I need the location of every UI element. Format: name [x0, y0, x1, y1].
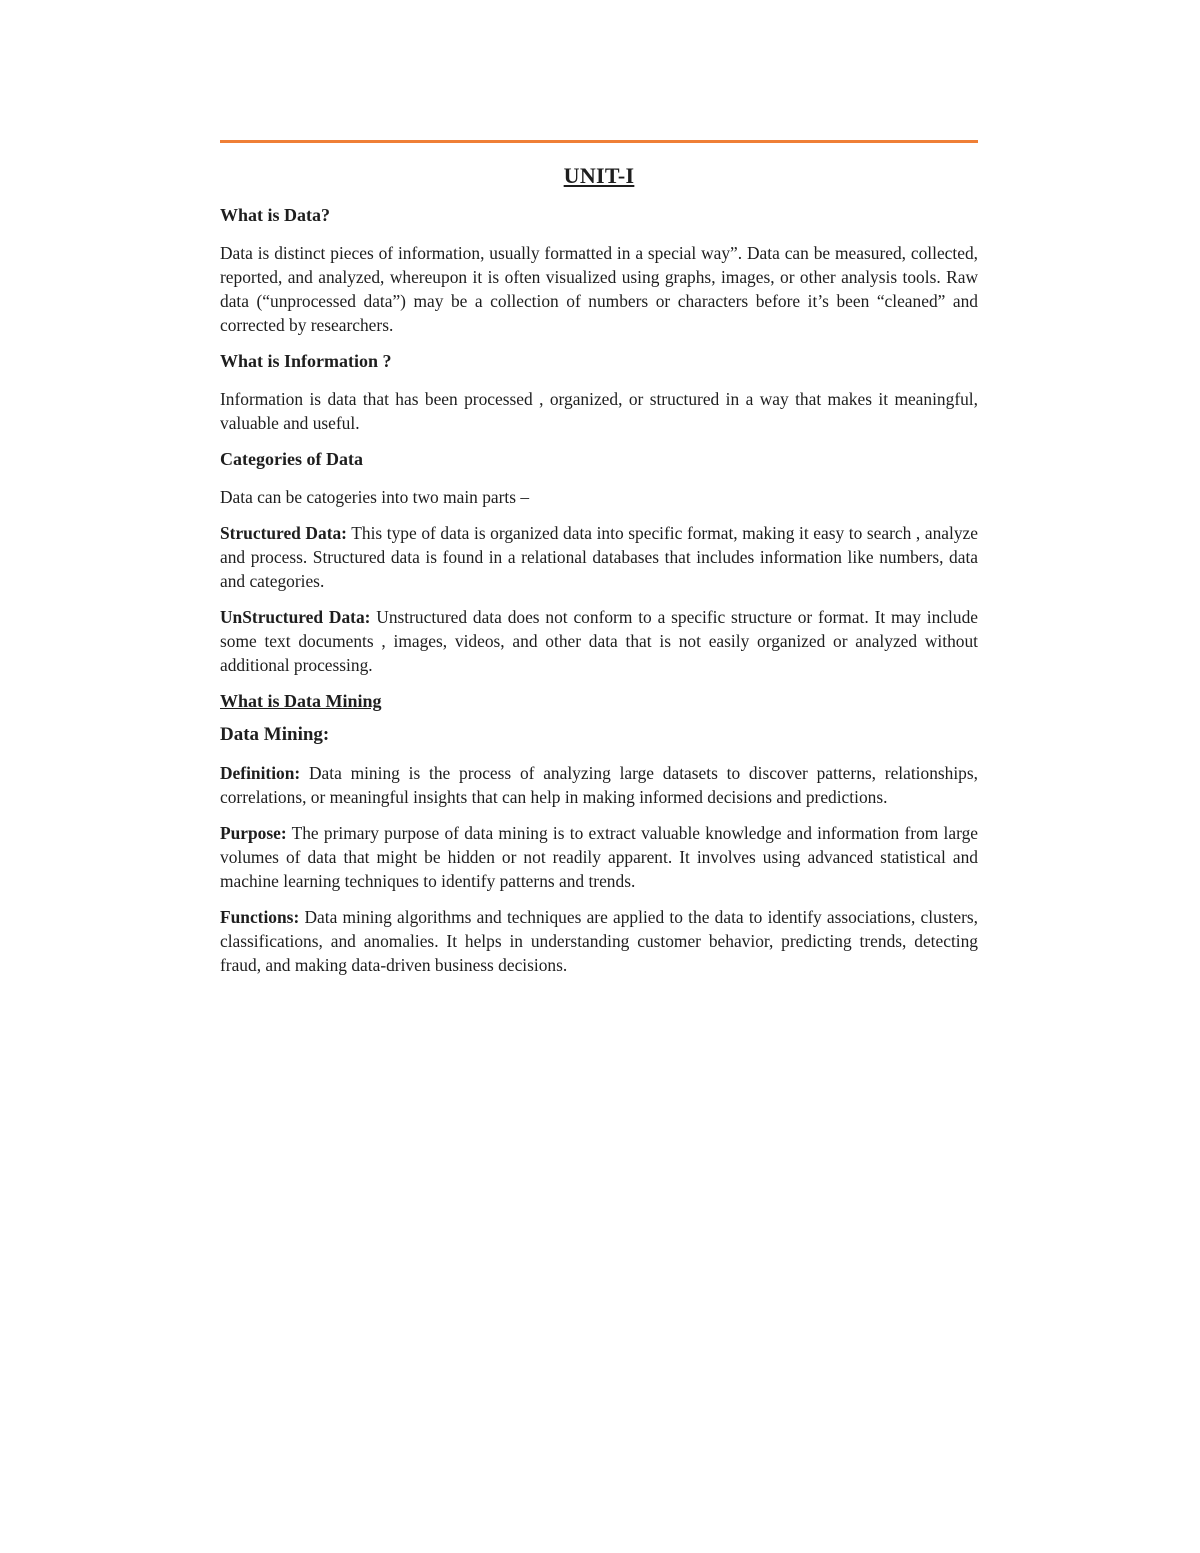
- paragraph-information: Information is data that has been processed , organized, or structured in a way that makes it meaningful, valuable and useful.: [220, 389, 978, 433]
- purpose-label: Purpose:: [220, 823, 287, 843]
- paragraph-categories-intro: Data can be catogeries into two main parts –: [220, 487, 530, 507]
- purpose-text: The primary purpose of data mining is to extract valuable knowledge and information from large volumes of data that might be hidden or not readily apparent. It involves using advanced statistical and machine learning techniques to identify patterns and trends.: [220, 823, 978, 891]
- functions-label: Functions:: [220, 907, 300, 927]
- paragraph-data: Data is distinct pieces of information, usually formatted in a special way”. Data can be measured, collected, reported, and analyzed, whereupon it is often visualized using graphs, images, or other analysis tools. Raw data (“unprocessed data”) may be a collection of numbers or characters before it’s been “cleaned” and corrected by researchers.: [220, 243, 978, 335]
- definition-label: Definition:: [220, 763, 301, 783]
- document-page: [220, 140, 978, 989]
- definition-text: Data mining is the process of analyzing large datasets to discover patterns, relationships, correlations, or meaningful insights that can help in making informed decisions and predictions.: [220, 763, 978, 807]
- paragraph-purpose: [220, 821, 978, 893]
- heading-categories-of-data: Categories of Data: [220, 449, 363, 469]
- structured-data-label: Structured Data:: [220, 523, 347, 543]
- paragraph-structured-data: [220, 521, 978, 593]
- subheading-data-mining: Data Mining:: [220, 724, 330, 745]
- header-rule: [220, 140, 978, 143]
- heading-what-is-data: What is Data?: [220, 205, 331, 225]
- paragraph-definition: [220, 761, 978, 809]
- heading-what-is-data-mining: What is Data Mining: [220, 691, 382, 711]
- unstructured-data-text: Unstructured data does not conform to a specific structure or format. It may include some text documents , images, videos, and other data that is not easily organized or analyzed without additional processing.: [220, 607, 978, 675]
- heading-what-is-information: What is Information ?: [220, 351, 392, 371]
- paragraph-unstructured-data: [220, 605, 978, 677]
- unstructured-data-label: UnStructured Data:: [220, 607, 371, 627]
- paragraph-functions: [220, 905, 978, 977]
- functions-text: Data mining algorithms and techniques are applied to the data to identify associations, clusters, classifications, and anomalies. It helps in understanding customer behavior, predicting trends, detecting fraud, and making data-driven business decisions.: [220, 907, 978, 975]
- structured-data-text: This type of data is organized data into specific format, making it easy to search , analyze and process. Structured data is found in a relational databases that includes information like numbers, data and categories.: [220, 523, 978, 591]
- unit-title: UNIT-I: [563, 163, 635, 188]
